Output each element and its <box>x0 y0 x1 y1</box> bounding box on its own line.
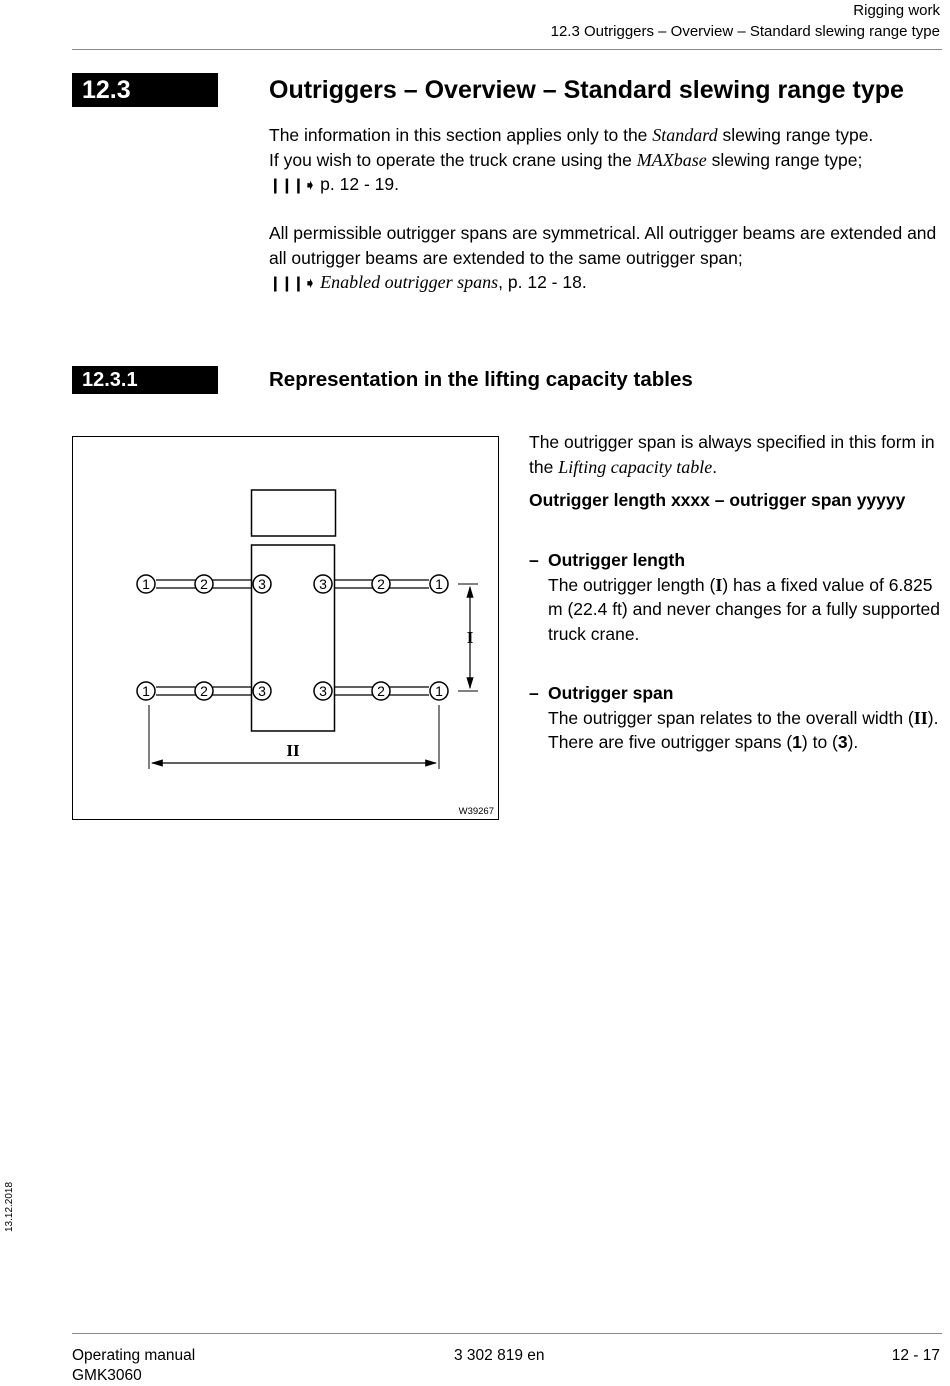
p1-page-ref[interactable]: p. 12 - 19. <box>320 174 399 194</box>
item-text-part: ). There are five outrigger spans ( <box>548 707 939 752</box>
marker-row-front <box>137 575 448 593</box>
span-marker-label: 3 <box>258 576 266 592</box>
span-number-1: 1 <box>792 732 802 752</box>
chassis-outline <box>252 545 335 731</box>
footer-left <box>72 1346 195 1386</box>
section-paragraph-1 <box>269 123 941 199</box>
figure-id: W39267 <box>458 806 494 817</box>
section-paragraph-2 <box>269 221 941 297</box>
span-marker-label: 1 <box>142 683 150 699</box>
label-span-II: II <box>286 741 300 760</box>
span-marker-label: 3 <box>319 683 327 699</box>
p2-text: All permissible outrigger spans are symmetrical. All outrigger beams are extended and all outrigger beams are extended to the same outrigger span; <box>269 223 937 268</box>
bullet-dash: – <box>529 683 539 703</box>
item-title-span: Outrigger span <box>548 683 674 703</box>
span-marker-label: 1 <box>142 576 150 592</box>
span-marker-label: 3 <box>258 683 266 699</box>
p1-text-a: The information in this section applies only to the <box>269 125 648 145</box>
span-marker-label: 2 <box>200 683 208 699</box>
span-marker-label: 2 <box>377 576 385 592</box>
item-text-part: The outrigger length ( <box>548 574 716 595</box>
symbol-II: II <box>913 707 928 728</box>
reference-arrow-icon: ❙❙❙➧ <box>269 177 316 194</box>
item-text-part: ) to ( <box>801 732 838 752</box>
span-number-3: 3 <box>837 732 848 752</box>
reference-arrow-icon: ❙❙❙➧ <box>269 275 316 292</box>
running-header <box>551 0 940 42</box>
span-marker-label: 1 <box>435 683 443 699</box>
print-date: 13.12.2018 <box>4 1181 15 1232</box>
list-item <box>529 548 944 646</box>
bullet-dash: – <box>529 550 539 570</box>
span-marker-label: 2 <box>200 576 208 592</box>
p1-text-c: If you wish to operate the truck crane using the <box>269 149 632 170</box>
cab-outline <box>252 490 336 536</box>
footer-model: GMK3060 <box>72 1367 142 1384</box>
p2-link-enabled-spans[interactable]: Enabled outrigger spans <box>320 272 499 292</box>
subsection-number: 12.3.1 <box>72 366 218 394</box>
outrigger-diagram <box>73 437 498 819</box>
section-title: Outriggers – Overview – Standard slewing range type <box>269 76 904 104</box>
outrigger-figure <box>72 436 499 820</box>
intro-text: The outrigger span is always specified in this form in the <box>529 432 935 477</box>
lifting-capacity-intro <box>529 430 944 479</box>
span-marker-label: 3 <box>319 576 327 592</box>
header-section: 12.3 Outriggers – Overview – Standard slewing range type <box>550 23 940 40</box>
span-marker-label: 1 <box>435 576 443 592</box>
item-text-part: The outrigger span relates to the overall width ( <box>548 707 914 728</box>
item-text-span <box>548 706 944 755</box>
format-string: Outrigger length xxxx – outrigger span yyyyy <box>529 490 906 510</box>
symbol-I: I <box>715 574 723 595</box>
item-text-length <box>548 573 944 647</box>
dimension-outrigger-length <box>458 584 478 691</box>
p2-page-ref: , p. 12 - 18. <box>498 272 587 292</box>
section-number: 12.3 <box>72 73 218 107</box>
item-text-part: ). <box>847 732 859 752</box>
marker-row-rear <box>137 682 448 700</box>
p1-standard: Standard <box>652 125 718 145</box>
header-rule <box>72 49 942 50</box>
dimension-outrigger-span <box>149 705 439 769</box>
list-item <box>529 681 944 755</box>
label-length-I: I <box>466 628 474 647</box>
subsection-title: Representation in the lifting capacity tables <box>269 368 693 391</box>
footer-rule <box>72 1333 942 1334</box>
lifting-capacity-table-link[interactable]: Lifting capacity table <box>558 456 713 477</box>
page-number: 12 - 17 <box>891 1347 940 1364</box>
p1-maxbase: MAXbase <box>636 149 707 170</box>
p1-text-d: slewing range type; <box>711 149 863 170</box>
item-title-length: Outrigger length <box>548 550 686 570</box>
intro-period: . <box>712 456 718 477</box>
span-marker-label: 2 <box>377 683 385 699</box>
header-chapter: Rigging work <box>853 2 940 19</box>
p1-text-b: slewing range type. <box>722 125 874 145</box>
footer-doc-number: 3 302 819 en <box>454 1347 545 1364</box>
footer-manual: Operating manual <box>72 1347 196 1364</box>
item-text-part: ) has a fixed value of 6.825 m (22.4 ft) and never changes for a fully supported truck crane. <box>548 574 941 644</box>
